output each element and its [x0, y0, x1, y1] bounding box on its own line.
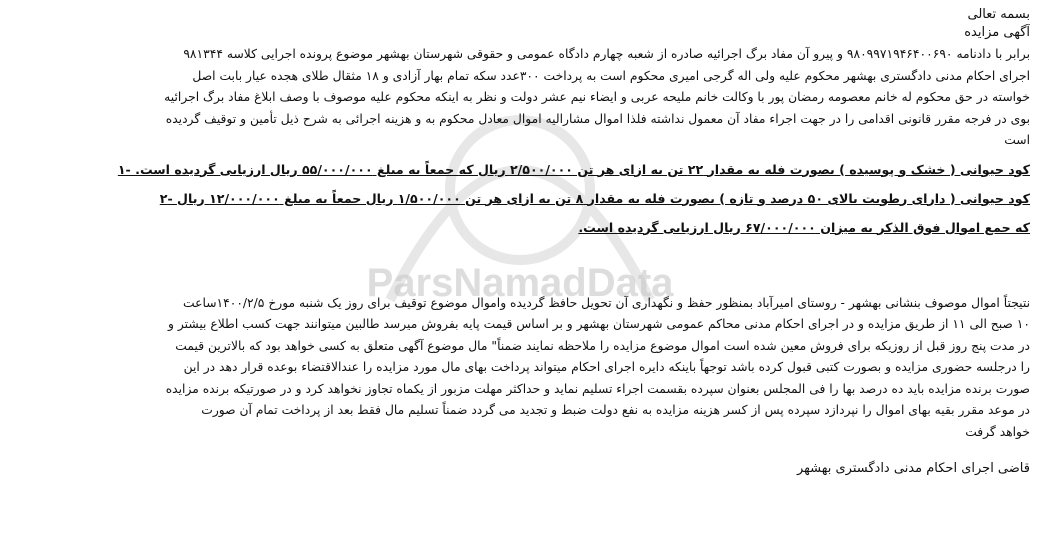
conclusion-line: صورت برنده مزایده باید ده درصد بها را فی المجلس بعنوان سپرده بقسمت اجراء تسلیم نماید و حداکثر مهلت مزبور از یکماه تجاوز نخواهد کرد و در صورتیکه برنده مزایده [165, 381, 1030, 396]
conclusion-line: نتیجتاً اموال موصوف بنشانی بهشهر - روستای امیرآباد بمنظور حفظ و نگهداری آن تحویل حافظ گردیده واموال موضوع توقیف برای روز یک شنبه مورخ ۱۴۰۰/۲/۵ساعت [183, 295, 1030, 310]
watermark-text: ParsNamadData [366, 261, 674, 305]
conclusion-line: در مدت پنج روز قبل از روزیکه برای فروش معین شده است اموال موضوع مزایده را ملاحظه نمایند ضمناً" مال موضوع آگهی متعلق به کسی خواهد بود که بالاترین قیمت [175, 338, 1030, 353]
notice-title: آگهی مزایده [964, 25, 1030, 40]
total-line: که جمع اموال فوق الذکر به میزان ۶۷/۰۰۰/۰۰۰ ریال ارزیابی گردیده است. [578, 219, 1030, 235]
item-1: کود حیوانی ( خشک و پوسیده ) بصورت فله به مقدار ۲۲ تن به ازای هر تن ۲/۵۰۰/۰۰۰ ریال که جمعاً به مبلغ ۵۵/۰۰۰/۰۰۰ ریال ارزیابی گردیده است. -۱ [117, 161, 1030, 177]
intro-line: برابر با دادنامه ۹۸۰۹۹۷۱۹۴۶۴۰۰۶۹۰ و پیرو آن مفاد برگ اجرائیه صادره از شعبه چهارم دادگاه عمومی و حقوقی شهرستان بهشهر موضوع پرونده اجرایی کلاسه ۹۸۱۳۴۴ [183, 47, 1030, 61]
conclusion-line: خواهد گرفت [965, 424, 1030, 439]
item-2: کود حیوانی ( دارای رطوبت بالای ۵۰ درصد و تازه ) بصورت فله به مقدار ۸ تن به ازای هر تن ۱/۵۰۰/۰۰۰ ریال جمعاً به مبلغ ۱۲/۰۰۰/۰۰۰ ریال -۲ [159, 190, 1030, 206]
conclusion-paragraph [10, 293, 1030, 444]
signature: قاضی اجرای احکام مدنی دادگستری بهشهر [796, 461, 1030, 476]
conclusion-line: ۱۰ صبح الی ۱۱ از طریق مزایده و در اجرای احکام مدنی محاکم عمومی شهرستان بهشهر و بر اساس قیمت پایه بفروش میرسد طالبین میتوانند جهت کسب اطلاع بیشتر و [168, 317, 1030, 331]
bismillah-heading: بسمه تعالی [967, 7, 1030, 22]
intro-line: خواسته در حق محکوم له خانم معصومه رمضان پور با وکالت خانم ملیحه عربی و ایضاء نیم عشر دولت و نظر به اینکه محکوم علیه موصوف با وصف ابلاغ مفاد برگ اجرائیه [164, 90, 1030, 104]
intro-line: است [1004, 133, 1030, 147]
intro-line: بوی در فرجه مقرر قانونی اقدامی را در جهت اجراء مفاد آن معمول نداشته فلذا اموال مشارالیه اموال معادل محکوم به و هزینه اجرائی به شرح ذیل تأمین و توقیف گردیده [165, 111, 1030, 126]
conclusion-line: در موعد مقرر بقیه بهای اموال را نپردازد سپرده پس از کسر هزینه مزایده به نفع دولت ضبط و تجدید می گردد ضمناً تسلیم مال فقط بعد از پرداخت تمام آن صورت [201, 403, 1030, 417]
intro-line: اجرای احکام مدنی دادگستری بهشهر محکوم علیه ولی اله گرجی امیری محکوم است به پرداخت ۳۰۰عدد سکه تمام بهار آزادی و ۱۸ مثقال طلای هجده عیار بابت اصل [192, 68, 1030, 83]
conclusion-line: را درجلسه حضوری مزایده و بصورت کتبی قبول کرده باشد توجهاً باینکه دایره اجرای احکام میتواند پرداخت بهای مال مورد مزایده را عندالاقتضاء بوعده قرار دهد در این [183, 360, 1030, 374]
intro-paragraph [10, 44, 1030, 152]
